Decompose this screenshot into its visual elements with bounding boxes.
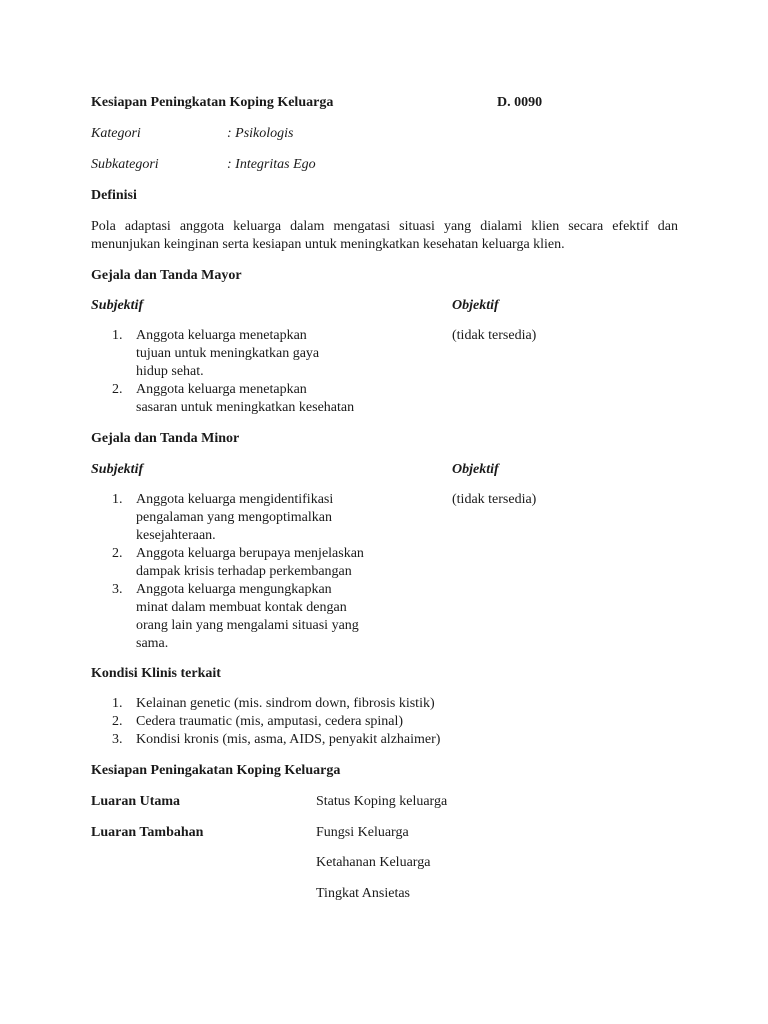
list-item-line: sasaran untuk meningkatkan kesehatan bbox=[136, 400, 355, 415]
luaran-tambahan-value: Tingkat Ansietas bbox=[316, 886, 410, 901]
list-item-text: Cedera traumatic (mis, amputasi, cedera spinal) bbox=[136, 714, 404, 729]
list-number: 1. bbox=[112, 328, 123, 343]
list-item-line: Anggota keluarga menetapkan bbox=[136, 382, 307, 397]
minor-subjektif-list bbox=[91, 491, 421, 653]
list-number: 2. bbox=[112, 546, 123, 561]
list-item-line: Anggota keluarga berupaya menjelaskan bbox=[136, 546, 364, 561]
luaran-utama-label: Luaran Utama bbox=[91, 794, 181, 809]
definisi-paragraph bbox=[91, 218, 678, 254]
list-item-line: dampak krisis terhadap perkembangan bbox=[136, 564, 352, 579]
mayor-subjektif-list bbox=[91, 327, 421, 417]
list-number: 2. bbox=[112, 714, 123, 729]
list-item-line: Anggota keluarga mengungkapkan bbox=[136, 582, 332, 597]
definisi-line: menunjukan keinginan serta kesiapan untuk meningkatkan kesehatan keluarga klien. bbox=[91, 237, 565, 252]
subkategori-label: Subkategori bbox=[91, 157, 159, 172]
definisi-heading: Definisi bbox=[91, 188, 137, 203]
luaran-tambahan-value: Ketahanan Keluarga bbox=[316, 855, 431, 870]
list-item-line: pengalaman yang mengoptimalkan bbox=[136, 510, 332, 525]
kategori-value: : Psikologis bbox=[227, 126, 294, 141]
kondisi-heading: Kondisi Klinis terkait bbox=[91, 666, 221, 681]
list-item-line: sama. bbox=[136, 636, 169, 651]
diagnosis-code: D. 0090 bbox=[497, 95, 543, 110]
list-item bbox=[91, 581, 421, 653]
luaran-tambahan-value: Fungsi Keluarga bbox=[316, 825, 409, 840]
luaran-heading: Kesiapan Peningakatan Koping Keluarga bbox=[91, 763, 341, 778]
list-item-line: Anggota keluarga mengidentifikasi bbox=[136, 492, 334, 507]
subkategori-value: : Integritas Ego bbox=[227, 157, 316, 172]
kondisi-list bbox=[91, 695, 591, 749]
minor-heading: Gejala dan Tanda Minor bbox=[91, 431, 240, 446]
list-number: 1. bbox=[112, 696, 123, 711]
mayor-subjektif-label: Subjektif bbox=[91, 298, 144, 313]
list-item bbox=[91, 327, 421, 381]
list-item bbox=[91, 713, 591, 731]
list-item-line: orang lain yang mengalami situasi yang bbox=[136, 618, 359, 633]
list-number: 2. bbox=[112, 382, 123, 397]
mayor-objektif-label: Objektif bbox=[452, 298, 499, 313]
luaran-utama-value: Status Koping keluarga bbox=[316, 794, 448, 809]
minor-objektif-value: (tidak tersedia) bbox=[452, 492, 537, 507]
list-item-text: Kondisi kronis (mis, asma, AIDS, penyakit alzhaimer) bbox=[136, 732, 441, 747]
list-item bbox=[91, 491, 421, 545]
definisi-line: Pola adaptasi anggota keluarga dalam mengatasi situasi yang dialami klien secara efektif dan bbox=[91, 219, 678, 234]
minor-objektif-label: Objektif bbox=[452, 462, 499, 477]
list-item-line: hidup sehat. bbox=[136, 364, 204, 379]
list-item-line: Anggota keluarga menetapkan bbox=[136, 328, 307, 343]
kategori-label: Kategori bbox=[91, 126, 141, 141]
minor-subjektif-label: Subjektif bbox=[91, 462, 144, 477]
list-item-text: Kelainan genetic (mis. sindrom down, fibrosis kistik) bbox=[136, 696, 435, 711]
list-item bbox=[91, 695, 591, 713]
list-number: 3. bbox=[112, 582, 123, 597]
list-item-line: minat dalam membuat kontak dengan bbox=[136, 600, 347, 615]
list-number: 3. bbox=[112, 732, 123, 747]
list-number: 1. bbox=[112, 492, 123, 507]
list-item-line: kesejahteraan. bbox=[136, 528, 216, 543]
mayor-objektif-value: (tidak tersedia) bbox=[452, 328, 537, 343]
list-item bbox=[91, 545, 421, 581]
list-item bbox=[91, 731, 591, 749]
list-item-line: tujuan untuk meningkatkan gaya bbox=[136, 346, 320, 361]
document-title: Kesiapan Peningkatan Koping Keluarga bbox=[91, 95, 334, 110]
luaran-tambahan-label: Luaran Tambahan bbox=[91, 825, 204, 840]
list-item bbox=[91, 381, 421, 417]
mayor-heading: Gejala dan Tanda Mayor bbox=[91, 268, 242, 283]
